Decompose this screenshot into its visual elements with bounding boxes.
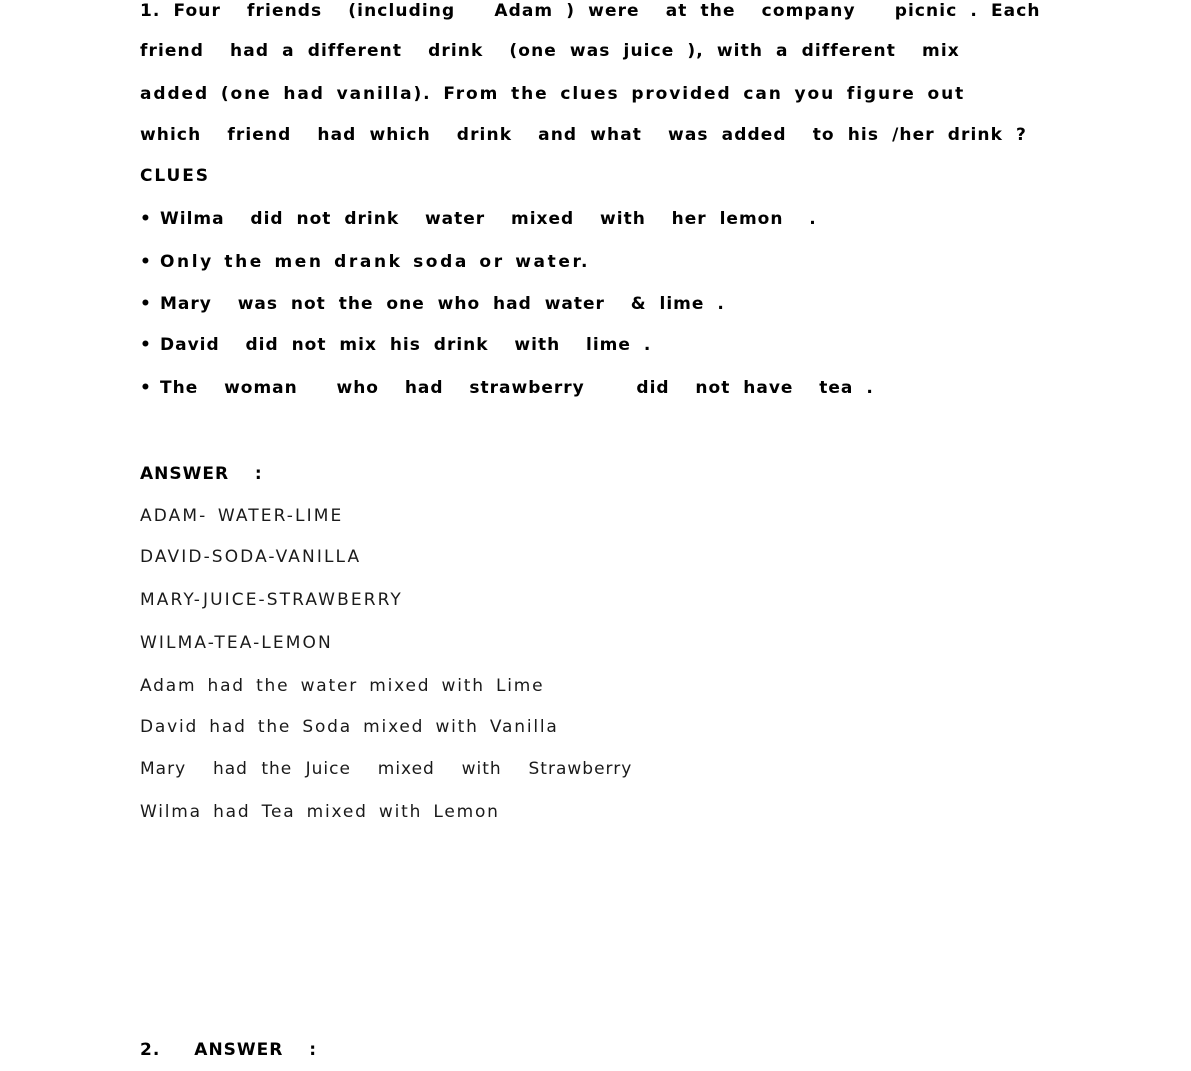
- bullet-icon: •: [140, 335, 152, 355]
- question-2-number: 2.: [140, 1040, 161, 1060]
- clue-item: [140, 208, 817, 230]
- clue-text: David did not mix his drink with lime .: [160, 335, 652, 355]
- bullet-icon: •: [140, 209, 152, 229]
- clue-text: Only the men drank soda or water.: [160, 252, 591, 272]
- document-page: [140, 0, 1041, 1071]
- question-1-line-4: which friend had which drink and what was added to his /her drink ?: [140, 125, 1027, 145]
- question-1-line-2: friend had a different drink (one was juice ), with a different mix: [140, 41, 960, 61]
- bullet-icon: •: [140, 294, 152, 314]
- answer-long-adam: Adam had the water mixed with Lime: [140, 676, 545, 696]
- clue-item: [140, 377, 874, 399]
- answer-heading: ANSWER :: [140, 464, 263, 484]
- clue-item: [140, 251, 590, 273]
- question-2-answer-heading: ANSWER :: [194, 1040, 318, 1060]
- clues-heading: CLUES: [140, 166, 210, 186]
- answer-long-wilma: Wilma had Tea mixed with Lemon: [140, 802, 500, 822]
- answer-short-david: DAVID-SODA-VANILLA: [140, 547, 362, 567]
- answer-long-mary: Mary had the Juice mixed with Strawberry: [140, 759, 633, 779]
- answer-short-wilma: WILMA-TEA-LEMON: [140, 633, 333, 653]
- clue-text: Wilma did not drink water mixed with her lemon .: [160, 209, 817, 229]
- clue-text: The woman who had strawberry did not have tea .: [160, 378, 874, 398]
- question-1-line-3: added (one had vanilla). From the clues provided can you figure out: [140, 84, 966, 104]
- answer-short-adam: ADAM- WATER-LIME: [140, 506, 344, 526]
- bullet-icon: •: [140, 378, 152, 398]
- answer-long-david: David had the Soda mixed with Vanilla: [140, 717, 559, 737]
- clue-item: [140, 293, 725, 315]
- clue-item: [140, 334, 651, 356]
- question-1-line-1: 1. Four friends (including Adam ) were at the company picnic . Each: [140, 1, 1041, 21]
- question-2-heading: [140, 1039, 317, 1061]
- answer-short-mary: MARY-JUICE-STRAWBERRY: [140, 590, 403, 610]
- clue-text: Mary was not the one who had water & lime .: [160, 294, 725, 314]
- bullet-icon: •: [140, 252, 154, 272]
